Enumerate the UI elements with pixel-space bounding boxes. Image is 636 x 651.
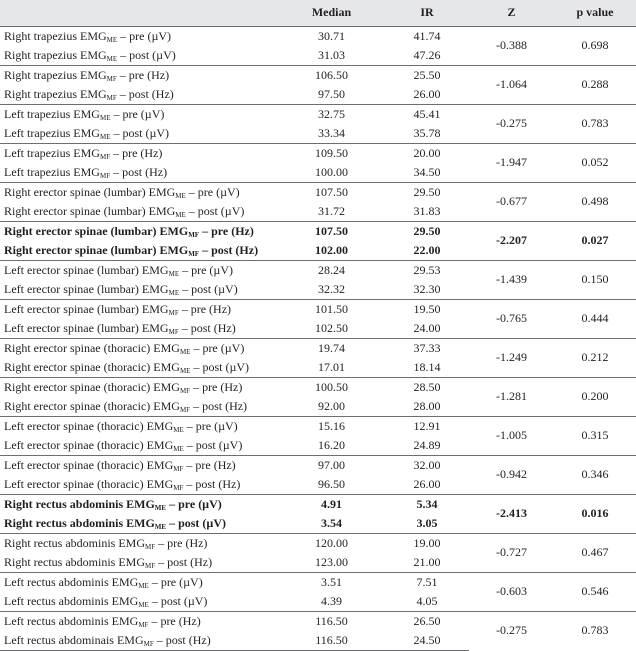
label-subscript: ME bbox=[99, 113, 111, 122]
row-label bbox=[0, 143, 278, 163]
label-text: Right erector spinae (lumbar) EMG bbox=[4, 242, 189, 257]
label-suffix: – pre (Hz) bbox=[148, 613, 201, 628]
label-suffix: – post (Hz) bbox=[153, 632, 211, 647]
median-cell: 16.20 bbox=[318, 437, 345, 452]
label-suffix: – post (Hz) bbox=[190, 398, 248, 413]
row-label bbox=[0, 46, 278, 66]
ir-cell: 31.83 bbox=[413, 203, 441, 218]
label-subscript: MF bbox=[188, 230, 200, 239]
label-text: Right rectus abdominis EMG bbox=[4, 496, 155, 511]
ir-cell: 47.26 bbox=[413, 47, 441, 62]
label-suffix: – pre (µV) bbox=[148, 574, 203, 589]
p-value-cell: 0.783 bbox=[554, 104, 636, 143]
table-row bbox=[0, 416, 636, 436]
label-suffix: – pre (µV) bbox=[185, 184, 240, 199]
ir-cell: 21.00 bbox=[413, 554, 441, 569]
label-subscript: ME bbox=[106, 35, 118, 44]
row-label bbox=[0, 163, 278, 183]
row-label bbox=[0, 436, 278, 456]
z-cell: -0.275 bbox=[469, 104, 554, 143]
median-cell: 97.00 bbox=[278, 455, 385, 475]
ir-cell: 45.41 bbox=[385, 104, 469, 124]
row-label bbox=[0, 475, 278, 495]
label-text: Left trapezius EMG bbox=[4, 164, 100, 179]
median-cell: 107.50 bbox=[278, 221, 385, 241]
label-text: Right trapezius EMG bbox=[4, 86, 107, 101]
p-value-cell: 0.346 bbox=[554, 455, 636, 494]
row-label bbox=[0, 397, 278, 417]
table-row bbox=[0, 221, 636, 241]
label-text: Right rectus abdominis EMG bbox=[4, 554, 145, 569]
label-text: Right trapezius EMG bbox=[4, 47, 107, 62]
label-text: Right rectus abdominis EMG bbox=[4, 535, 145, 550]
p-value-cell: 0.315 bbox=[554, 416, 636, 455]
table-row bbox=[0, 572, 636, 592]
median-cell: 120.00 bbox=[278, 533, 385, 553]
label-suffix: – post (µV) bbox=[110, 125, 170, 140]
z-cell: -0.603 bbox=[469, 572, 554, 611]
median-cell: 4.91 bbox=[278, 494, 385, 514]
p-value-cell: 0.027 bbox=[554, 221, 636, 260]
table-row bbox=[0, 65, 636, 85]
label-subscript: ME bbox=[173, 425, 184, 434]
label-text: Left erector spinae (thoracic) EMG bbox=[4, 457, 174, 472]
ir-cell: 19.00 bbox=[385, 533, 469, 553]
label-text: Left rectus abdominis EMG bbox=[4, 593, 139, 608]
p-value-cell: 0.498 bbox=[554, 182, 636, 221]
row-label bbox=[0, 65, 278, 85]
p-value-cell: 0.546 bbox=[554, 572, 636, 611]
table-row bbox=[0, 104, 636, 124]
p-value-cell: 0.698 bbox=[554, 26, 636, 65]
row-label bbox=[0, 299, 278, 319]
row-label bbox=[0, 260, 278, 280]
label-suffix: – post (Hz) bbox=[183, 476, 241, 491]
label-subscript: ME bbox=[168, 269, 180, 278]
p-value-cell: 0.200 bbox=[554, 377, 636, 416]
label-suffix: – post (µV) bbox=[190, 359, 250, 374]
median-cell: 31.03 bbox=[318, 47, 345, 62]
label-subscript: MF bbox=[145, 542, 156, 551]
label-text: Left erector spinae (lumbar) EMG bbox=[4, 301, 169, 316]
label-text: Right erector spinae (lumbar) EMG bbox=[4, 184, 176, 199]
label-suffix: – pre (Hz) bbox=[178, 301, 232, 316]
label-text: Left trapezius EMG bbox=[4, 125, 100, 140]
median-cell: 109.50 bbox=[278, 143, 385, 163]
median-cell: 4.39 bbox=[321, 593, 342, 608]
table-row bbox=[0, 377, 636, 397]
ir-cell: 7.51 bbox=[385, 572, 469, 592]
label-suffix: – pre (µV) bbox=[166, 496, 222, 511]
z-cell: -0.727 bbox=[469, 533, 554, 572]
label-suffix: – post (Hz) bbox=[110, 164, 168, 179]
label-subscript: ME bbox=[106, 54, 118, 63]
table-row bbox=[0, 299, 636, 319]
z-cell: -0.765 bbox=[469, 299, 554, 338]
median-cell: 116.50 bbox=[278, 631, 385, 651]
label-subscript: ME bbox=[179, 347, 191, 356]
median-cell: 107.50 bbox=[278, 182, 385, 202]
label-subscript: ME bbox=[138, 600, 149, 609]
row-label bbox=[0, 377, 278, 397]
label-subscript: MF bbox=[106, 74, 117, 83]
label-text: Right erector spinae (thoracic) EMG bbox=[4, 398, 180, 413]
label-text: Right erector spinae (thoracic) EMG bbox=[4, 340, 180, 355]
table-header bbox=[0, 0, 636, 26]
median-cell: 102.50 bbox=[315, 320, 348, 335]
label-subscript: MF bbox=[179, 405, 191, 414]
label-text: Left erector spinae (lumbar) EMG bbox=[4, 320, 169, 335]
row-label bbox=[0, 241, 278, 261]
label-subscript: ME bbox=[175, 191, 186, 200]
label-suffix: – pre (µV) bbox=[117, 28, 172, 43]
p-value-cell: 0.467 bbox=[554, 533, 636, 572]
median-cell: 17.01 bbox=[318, 359, 345, 374]
label-text: Right erector spinae (thoracic) EMG bbox=[4, 379, 180, 394]
median-cell: 32.75 bbox=[278, 104, 385, 124]
median-cell: 3.54 bbox=[321, 515, 342, 530]
label-suffix: – post (Hz) bbox=[199, 242, 259, 257]
ir-cell: 32.00 bbox=[385, 455, 469, 475]
z-cell: -0.942 bbox=[469, 455, 554, 494]
ir-cell: 28.50 bbox=[385, 377, 469, 397]
row-label bbox=[0, 611, 278, 631]
label-suffix: – post (µV) bbox=[166, 515, 226, 530]
row-label bbox=[0, 514, 278, 534]
label-subscript: MF bbox=[143, 639, 154, 648]
label-text: Left rectus abdominis EMG bbox=[4, 613, 139, 628]
ir-cell: 29.53 bbox=[385, 260, 469, 280]
label-subscript: ME bbox=[154, 522, 167, 531]
p-value-cell: 0.052 bbox=[554, 143, 636, 182]
median-cell: 28.24 bbox=[278, 260, 385, 280]
row-label bbox=[0, 358, 278, 378]
row-label bbox=[0, 416, 278, 436]
p-value-cell: 0.444 bbox=[554, 299, 636, 338]
median-cell: 31.72 bbox=[318, 203, 345, 218]
row-label bbox=[0, 202, 278, 222]
label-suffix: – pre (Hz) bbox=[190, 379, 243, 394]
table-row bbox=[0, 455, 636, 475]
z-cell: -1.005 bbox=[469, 416, 554, 455]
label-suffix: – pre (Hz) bbox=[110, 145, 163, 160]
z-cell: -1.947 bbox=[469, 143, 554, 182]
table-row bbox=[0, 533, 636, 553]
label-suffix: – post (µV) bbox=[179, 281, 238, 296]
label-subscript: MF bbox=[173, 483, 184, 492]
ir-cell: 28.00 bbox=[413, 398, 441, 413]
label-text: Left erector spinae (lumbar) EMG bbox=[4, 281, 169, 296]
ir-cell: 20.00 bbox=[385, 143, 469, 163]
header-p-value: p value bbox=[576, 5, 614, 20]
row-label bbox=[0, 553, 278, 573]
z-cell: -2.413 bbox=[469, 494, 554, 533]
row-label bbox=[0, 319, 278, 339]
header-z: Z bbox=[507, 5, 516, 20]
median-cell: 100.00 bbox=[315, 164, 348, 179]
label-text: Right rectus abdominis EMG bbox=[4, 515, 155, 530]
median-cell: 3.51 bbox=[278, 572, 385, 592]
ir-cell: 29.50 bbox=[385, 221, 469, 241]
row-label bbox=[0, 631, 278, 651]
ir-cell: 22.00 bbox=[413, 242, 441, 257]
median-cell: 97.50 bbox=[318, 86, 345, 101]
label-text: Right erector spinae (lumbar) EMG bbox=[4, 203, 176, 218]
label-subscript: MF bbox=[168, 327, 179, 336]
ir-cell: 34.50 bbox=[413, 164, 441, 179]
median-cell: 33.34 bbox=[318, 125, 345, 140]
median-cell: 96.50 bbox=[318, 476, 345, 491]
label-subscript: MF bbox=[173, 464, 184, 473]
p-value-cell: 0.212 bbox=[554, 338, 636, 377]
z-cell: -2.207 bbox=[469, 221, 554, 260]
label-suffix: – post (µV) bbox=[117, 47, 176, 62]
label-suffix: – pre (Hz) bbox=[155, 535, 208, 550]
ir-cell: 19.50 bbox=[385, 299, 469, 319]
table-row bbox=[0, 260, 636, 280]
label-suffix: – pre (Hz) bbox=[199, 223, 254, 238]
label-text: Left rectus abdominais EMG bbox=[4, 632, 144, 647]
ir-cell: 3.05 bbox=[416, 515, 438, 530]
row-label bbox=[0, 280, 278, 300]
ir-cell: 32.30 bbox=[413, 281, 441, 296]
table-row bbox=[0, 143, 636, 163]
median-cell: 19.74 bbox=[278, 338, 385, 358]
label-subscript: MF bbox=[168, 308, 179, 317]
p-value-cell: 0.783 bbox=[554, 611, 636, 650]
label-text: Right erector spinae (thoracic) EMG bbox=[4, 359, 180, 374]
ir-cell: 26.00 bbox=[413, 86, 441, 101]
ir-cell: 41.74 bbox=[385, 26, 469, 46]
label-subscript: ME bbox=[179, 366, 191, 375]
ir-cell: 24.50 bbox=[385, 631, 469, 651]
row-label bbox=[0, 572, 278, 592]
label-subscript: MF bbox=[138, 620, 149, 629]
ir-cell: 12.91 bbox=[385, 416, 469, 436]
ir-cell: 29.50 bbox=[385, 182, 469, 202]
row-label bbox=[0, 182, 278, 202]
row-label bbox=[0, 338, 278, 358]
label-text: Left erector spinae (thoracic) EMG bbox=[4, 476, 174, 491]
row-label bbox=[0, 26, 278, 46]
label-suffix: – pre (µV) bbox=[110, 106, 165, 121]
label-suffix: – post (Hz) bbox=[116, 86, 174, 101]
median-cell: 100.50 bbox=[278, 377, 385, 397]
label-text: Right erector spinae (lumbar) EMG bbox=[4, 223, 189, 238]
p-value-cell: 0.016 bbox=[554, 494, 636, 533]
z-cell: -1.281 bbox=[469, 377, 554, 416]
label-suffix: – pre (µV) bbox=[190, 340, 245, 355]
row-label bbox=[0, 494, 278, 514]
ir-cell: 35.78 bbox=[413, 125, 441, 140]
row-label bbox=[0, 85, 278, 105]
label-subscript: ME bbox=[168, 288, 180, 297]
z-cell: -0.388 bbox=[469, 26, 554, 65]
z-cell: -0.275 bbox=[469, 611, 554, 650]
label-text: Left erector spinae (thoracic) EMG bbox=[4, 437, 174, 452]
table-row bbox=[0, 26, 636, 46]
ir-cell: 26.00 bbox=[413, 476, 441, 491]
label-suffix: – pre (Hz) bbox=[116, 67, 170, 82]
median-cell: 30.71 bbox=[278, 26, 385, 46]
label-subscript: ME bbox=[154, 503, 167, 512]
label-subscript: MF bbox=[179, 386, 191, 395]
ir-cell: 25.50 bbox=[385, 65, 469, 85]
z-cell: -0.677 bbox=[469, 182, 554, 221]
ir-cell: 4.05 bbox=[416, 593, 438, 608]
label-suffix: – pre (Hz) bbox=[183, 457, 236, 472]
ir-cell: 18.14 bbox=[413, 359, 441, 374]
label-subscript: ME bbox=[173, 444, 184, 453]
z-cell: -1.064 bbox=[469, 65, 554, 104]
row-label bbox=[0, 104, 278, 124]
label-text: Left erector spinae (thoracic) EMG bbox=[4, 418, 174, 433]
median-cell: 106.50 bbox=[278, 65, 385, 85]
header-ir: IR bbox=[420, 5, 434, 20]
median-cell: 101.50 bbox=[278, 299, 385, 319]
label-subscript: MF bbox=[106, 93, 117, 102]
table-row bbox=[0, 494, 636, 514]
median-cell: 92.00 bbox=[318, 398, 345, 413]
median-cell: 32.32 bbox=[318, 281, 345, 296]
p-value-cell: 0.150 bbox=[554, 260, 636, 299]
label-text: Left erector spinae (lumbar) EMG bbox=[4, 262, 169, 277]
label-subscript: ME bbox=[99, 132, 111, 141]
row-label bbox=[0, 533, 278, 553]
row-label bbox=[0, 124, 278, 144]
median-cell: 116.50 bbox=[278, 611, 385, 631]
label-suffix: – pre (µV) bbox=[179, 262, 234, 277]
label-subscript: MF bbox=[99, 171, 111, 180]
label-text: Left trapezius EMG bbox=[4, 145, 100, 160]
label-subscript: ME bbox=[138, 581, 149, 590]
ir-cell: 24.89 bbox=[413, 437, 441, 452]
label-suffix: – post (Hz) bbox=[178, 320, 236, 335]
label-subscript: ME bbox=[175, 210, 186, 219]
label-suffix: – post (µV) bbox=[185, 203, 245, 218]
ir-cell: 5.34 bbox=[385, 494, 469, 514]
table-row bbox=[0, 611, 636, 631]
label-suffix: – post (Hz) bbox=[155, 554, 213, 569]
header-row bbox=[0, 0, 636, 26]
label-suffix: – post (µV) bbox=[183, 437, 243, 452]
header-label bbox=[0, 0, 278, 26]
p-value-cell: 0.288 bbox=[554, 65, 636, 104]
table-row bbox=[0, 338, 636, 358]
z-cell: -1.249 bbox=[469, 338, 554, 377]
label-text: Left rectus abdominis EMG bbox=[4, 574, 139, 589]
ir-cell: 24.00 bbox=[413, 320, 441, 335]
label-suffix: – pre (µV) bbox=[183, 418, 238, 433]
label-text: Right trapezius EMG bbox=[4, 67, 107, 82]
label-subscript: MF bbox=[145, 561, 156, 570]
z-cell: -1.439 bbox=[469, 260, 554, 299]
table-body bbox=[0, 26, 636, 650]
median-cell: 123.00 bbox=[315, 554, 348, 569]
header-median: Median bbox=[311, 5, 352, 20]
label-subscript: MF bbox=[188, 249, 200, 258]
table-row bbox=[0, 182, 636, 202]
row-label bbox=[0, 455, 278, 475]
label-subscript: MF bbox=[99, 152, 111, 161]
label-text: Right trapezius EMG bbox=[4, 28, 107, 43]
ir-cell: 26.50 bbox=[385, 611, 469, 631]
label-suffix: – post (µV) bbox=[148, 593, 208, 608]
median-cell: 102.00 bbox=[315, 242, 348, 257]
row-label bbox=[0, 592, 278, 612]
median-cell: 15.16 bbox=[278, 416, 385, 436]
row-label bbox=[0, 221, 278, 241]
label-text: Left trapezius EMG bbox=[4, 106, 100, 121]
ir-cell: 37.33 bbox=[385, 338, 469, 358]
